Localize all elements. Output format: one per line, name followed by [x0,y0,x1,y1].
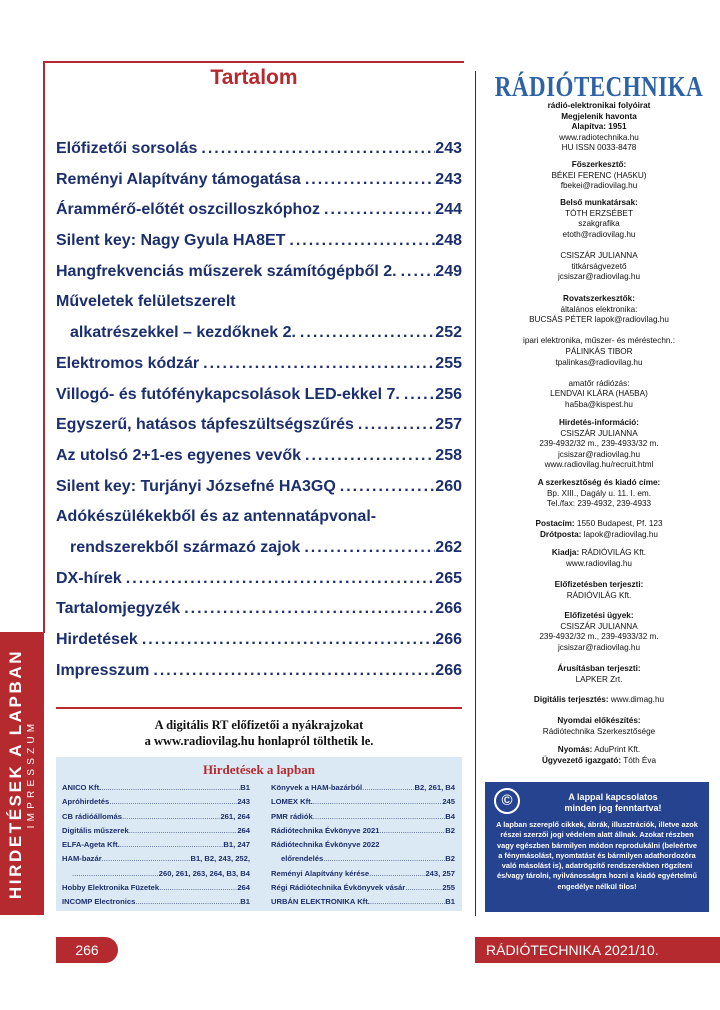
copyright-heading: A lappal kapcsolatos minden jog fenntartva! [564,792,662,813]
toc-entry [56,349,462,380]
ad-entry-page: B1 [445,897,455,907]
ad-entry-page: B1 [240,783,250,792]
side-label-main: HIRDETÉSEK A LAPBAN [6,648,25,900]
toc-entry-page: 266 [435,631,462,648]
toc-entry-title: alkatrészekkel – kezdőknek 2. [70,324,296,342]
copyright-box [485,782,709,912]
toc-entry-title: Impresszum [56,661,150,679]
ad-entry-leader [122,810,221,824]
ad-entry-page: B2, 261, B4 [414,783,455,792]
imprint-line: rádió-elektronikai folyóirat [547,101,651,110]
imprint-line: PÁLINKÁS TIBOR [565,346,633,356]
frame-left-line [43,61,45,633]
toc-entry-page: 257 [435,416,462,434]
ad-entry-title: előrendelés [281,854,324,864]
ad-entry-title: LOMEX Kft. [271,797,313,807]
imprint-digital: Digitális terjesztés: www.dimag.hu [533,695,665,704]
imprint-line: titkárságvezető [571,261,627,271]
ad-entry-page: 264 [237,825,250,835]
side-label [6,649,38,899]
toc-entry-title: rendszerekből származó zajok [70,538,301,556]
ad-entry-title: INCOMP Electronics [62,897,136,907]
side-label-sub: IMPRESSZUM [26,719,37,829]
ad-entry [271,781,455,795]
toc-entry [56,318,462,349]
ad-index-box [56,757,462,911]
imprint-line [484,240,714,251]
imprint-line: CSISZÁR JULIANNA [560,428,638,438]
ad-entry [271,881,455,895]
toc-entry-page: 265 [435,569,462,587]
ad-entry [271,895,455,909]
ad-entry-leader [379,824,445,838]
imprint-line [484,368,714,379]
ad-index-col2 [271,781,455,910]
ad-entry [62,781,250,795]
imprint-line: 239-4932/32 m., 239-4933/32 m. [539,632,659,642]
ad-entry-leader [313,795,443,809]
imprint-line: Rovatszerkesztők: [563,294,635,303]
toc-entry-page: 249 [435,262,462,280]
toc-list [56,134,462,686]
imprint-line: Megjelenik havonta [561,111,637,121]
imprint-subscription-distribution: Előfizetésben terjeszti: RÁDIÓVILÁG Kft. [554,580,644,600]
ad-entry-title: Apróhirdetés [62,797,110,807]
toc-entry-title: Villogó- és futófénykapcsolások LED-ekkel 7. [56,385,400,403]
imprint-line: Alapítva: 1951 [571,122,627,132]
download-note [56,717,462,749]
toc-entry-page: 266 [435,661,462,679]
ad-entry-title: HAM-bazár [62,854,102,864]
toc-entry-page: 248 [435,232,462,250]
imprint-advertising [484,418,714,471]
imprint-line: fbekei@radiovilag.hu [560,181,638,191]
toc-entry-title: Hirdetések [56,631,138,648]
toc-entry-title: Egyszerű, hatásos tápfeszültségszűrés [56,416,354,434]
toc-entry-page: 258 [435,446,462,464]
ad-entry [271,867,455,881]
toc-entry-title: Tartalomjegyzék [56,600,181,618]
imprint-line: amatőr rádiózás: [568,378,630,388]
imprint-line: LENDVAI KLÁRA (HA5BA) [550,389,648,399]
toc-entry [56,656,462,687]
ad-entry [271,810,455,824]
ad-entry-leader [369,867,425,881]
ad-entry-page: B4 [445,811,455,821]
imprint-line: www.radiotechnika.hu [559,132,639,142]
ad-entry [62,852,250,866]
publication-issue: RÁDIÓTECHNIKA 2021/10. [475,937,720,963]
imprint-postal: Postacím: 1550 Budapest, Pf. 123 Drótposta: lapok@radiovilag.hu [535,519,663,539]
toc-entry-leader [180,594,435,625]
toc-entry-page: 256 [435,385,462,403]
ad-entry-leader [362,781,414,795]
toc-entry [56,410,462,441]
toc-entry-leader [336,472,436,503]
imprint-line: Tel./fax: 239-4932, 239-4933 [546,499,652,509]
ad-entry [62,838,250,852]
ad-entry-title: ANICO Kft. [62,783,102,792]
ad-entry [271,852,455,866]
imprint-line: tpalinkas@radiovilag.hu [555,357,643,367]
toc-title: Tartalom [210,66,298,89]
toc-entry-page: 266 [435,600,462,618]
imprint-line: általános elektronika: [560,304,638,314]
toc-entry [56,441,462,472]
ad-entry-leader [323,852,445,866]
toc-entry-title: Előfizetői sorsolás [56,140,198,157]
ad-entry-title: CB rádióállomás [62,811,122,821]
imprint-line: Előfizetési ügyek: [564,611,634,620]
ad-entry-page: B2 [445,854,455,864]
imprint-staff [484,198,714,283]
download-note-line1: A digitális RT előfizetői a nyákrajzokat [154,718,364,732]
imprint-line: HU ISSN 0033-8478 [561,143,637,153]
toc-entry [56,165,462,196]
imprint-publisher: Kiadja: RÁDIÓVILÁG Kft. www.radiovilag.hu [551,548,647,568]
imprint-line: ipari elektronika, műszer- és méréstechn.: [523,336,675,346]
imprint-subscription-matters [484,611,714,653]
toc-entry-leader [301,441,435,472]
toc-entry [56,226,462,257]
ad-entry-page: 260, 261, 263, 264, B3, B4 [158,868,250,878]
ad-entry [271,824,455,838]
imprint-line: CSISZÁR JULIANNA [560,621,638,631]
ad-entry-title: Digitális műszerek [62,825,129,835]
ad-entry-page: B1, B2, 243, 252, [190,854,250,864]
toc-entry-title: Adókészülékekből és az antennatápvonal- [56,508,377,526]
toc-entry [56,533,462,564]
ad-entry-leader [120,838,224,852]
toc-entry-page: 243 [435,170,462,188]
ad-entry-page: B1, 247 [223,840,250,850]
toc-entry-title: Reményi Alapítvány támogatása [56,170,301,188]
toc-entry-page: 262 [435,538,462,556]
toc-entry-title: Hangfrekvenciás műszerek számítógépből 2. [56,262,397,280]
imprint-retail: Árusításban terjeszti: LAPKER Zrt. [557,664,641,684]
ad-entry-page: 255 [442,883,455,893]
ad-index-col1 [62,781,250,910]
toc-entry-leader [354,410,435,441]
ad-entry-title: Reményi Alapítvány kérése [271,868,370,878]
toc-entry-page: 260 [435,477,462,495]
toc-entry [56,564,462,595]
ad-entry-leader [370,895,445,909]
ad-entry-leader [159,881,237,895]
ad-entry [62,824,250,838]
imprint-prepress: Nyomdai előkészítés: Rádiótechnika Szerkesztősége [542,716,656,736]
toc-entry [56,195,462,226]
toc-entry-leader [149,656,435,687]
ad-entry [62,881,250,895]
ad-entry-leader [102,852,191,866]
ad-entry-title: Hobby Elektronika Füzetek [62,883,160,893]
imprint-line: Főszerkesztő: [571,160,627,169]
toc-entry-page: 252 [435,324,462,342]
ad-entry [62,895,250,909]
toc-entry-leader [320,195,435,226]
imprint-printing: Nyomás: AduPrint Kft. Ügyvezető igazgató: Tóth Éva [541,745,657,765]
imprint-line: A szerkesztőség és kiadó címe: [537,478,661,487]
toc-entry-leader [296,318,435,349]
ad-entry-page: 243 [237,797,250,807]
ad-entry-title: Rádiótechnika Évkönyve 2022 [271,840,380,850]
ad-entry-leader [109,795,237,809]
toc-entry-leader [122,564,436,595]
toc-entry [56,594,462,625]
ad-entry-leader [405,881,442,895]
ad-entry-leader [129,824,238,838]
imprint-publication-info [484,101,714,154]
imprint-line: Hirdetés-információ: [558,418,640,427]
toc-entry-leader [199,349,435,380]
magazine-logo: RÁDIÓTECHNIKA [494,71,704,103]
ad-entry-page: 245 [442,797,455,807]
copyright-text: A lapban szereplő cikkek, ábrák, illusztrációk, illetve azok részei szerzői jogi védelem alatt állnak. Azokat részben vagy egészben bármilyen módon reprodukálni (beleértve a fénymásolást, nyomtatást és bármilyen adathordozóra való másolást is), adatrögzítő rendszerekben rögzíteni és/vagy tárolni, nyilvánosságra hozni a kiadó egyértelmű engedélye nélkül tilos! [496,820,698,891]
ad-entry-title: Régi Rádiótechnika Évkönyvek vásár [271,883,406,893]
ad-entry-leader [313,810,446,824]
toc-entry-title: Árammérő-előtét oszcilloszkóphoz [56,201,321,219]
ad-entry-title: Rádiótechnika Évkönyve 2021 [271,825,380,835]
imprint-line: Bp. XIII., Dagály u. 11. I. em. [546,488,652,498]
toc-entry-title: DX-hírek [56,569,122,587]
toc-entry [56,625,462,656]
toc-entry-leader [400,380,435,411]
toc-entry [56,472,462,503]
imprint-editor-in-chief [484,160,714,192]
ad-entry [62,810,250,824]
toc-entry-title: Az utolsó 2+1-es egyenes vevők [56,446,301,464]
imprint-line: www.radiovilag.hu/recruit.html [544,460,654,470]
imprint-line: BÉKEI FERENC (HA5KU) [551,170,647,180]
ad-entry-page: B2 [445,825,455,835]
toc-entry-leader [138,625,435,656]
toc-entry [56,287,462,318]
toc-entry-title: Műveletek felületszerelt [56,293,236,311]
imprint-line: etoth@radiovilag.hu [562,229,636,239]
toc-entry [56,502,462,533]
toc-entry-title: Elektromos kódzár [56,354,200,372]
imprint-line: 239-4932/32 m., 239-4933/32 m. [539,439,659,449]
download-note-line2: a www.radiovilag.hu honlapról tölthetik le. [144,734,374,748]
toc-entry-leader [300,533,435,564]
ad-entry-title: URBÁN ELEKTRONIKA Kft. [271,897,370,907]
imprint-line: szakgrafika [578,219,620,229]
ad-entry-title: Könyvek a HAM-bazárból [271,783,363,792]
ad-entry [271,838,455,852]
ad-entry-page: 243, 257 [425,868,455,878]
ad-entry [62,795,250,809]
toc-entry-title: Silent key: Nagy Gyula HA8ET [56,232,286,250]
toc-entry-page: 244 [435,201,462,219]
page-number: 266 [56,937,118,963]
toc-entry-page: 243 [435,140,462,157]
ad-entry [62,867,250,881]
ad-entry-leader [101,781,240,795]
frame-top-line [44,61,464,63]
ad-separator [56,707,462,709]
ad-entry-title: PMR rádiók [271,811,313,821]
imprint-line: jcsiszar@radiovilag.hu [557,449,641,459]
ad-entry [271,795,455,809]
ad-entry-title: ELFA-Ageta Kft. [62,840,120,850]
imprint-line: jcsiszar@radiovilag.hu [557,272,641,282]
toc-entry-page: 255 [435,354,462,372]
toc-entry-title: Silent key: Turjányi Józsefné HA3GQ [56,477,336,495]
toc-entry-leader [301,165,435,196]
ad-entry-page: B1 [240,897,250,907]
toc-entry-leader [197,134,435,165]
toc-entry-leader [285,226,435,257]
ad-index-title: Hirdetések a lapban [203,762,315,777]
toc-entry [56,257,462,288]
toc-entry [56,380,462,411]
imprint-line [484,326,714,337]
ad-entry-page: 264 [237,883,250,893]
imprint-address [484,478,714,510]
ad-entry-leader [135,895,240,909]
toc-entry [56,134,462,165]
imprint-line: TÓTH ERZSÉBET [565,208,633,218]
imprint-line: ha5ba@kispest.hu [565,399,633,409]
ad-entry-page: 261, 264 [220,811,250,821]
copyright-icon: © [494,788,520,814]
ad-entry-leader [72,867,159,881]
imprint-line: Belső munkatársak: [560,198,638,207]
imprint-section-editors [484,294,714,411]
toc-entry-leader [397,257,436,288]
imprint-line: CSISZÁR JULIANNA [560,250,638,260]
column-divider [475,71,476,916]
imprint-line: jcsiszar@radiovilag.hu [557,642,641,652]
imprint-line: BUCSÁS PÉTER lapok@radiovilag.hu [529,315,669,325]
